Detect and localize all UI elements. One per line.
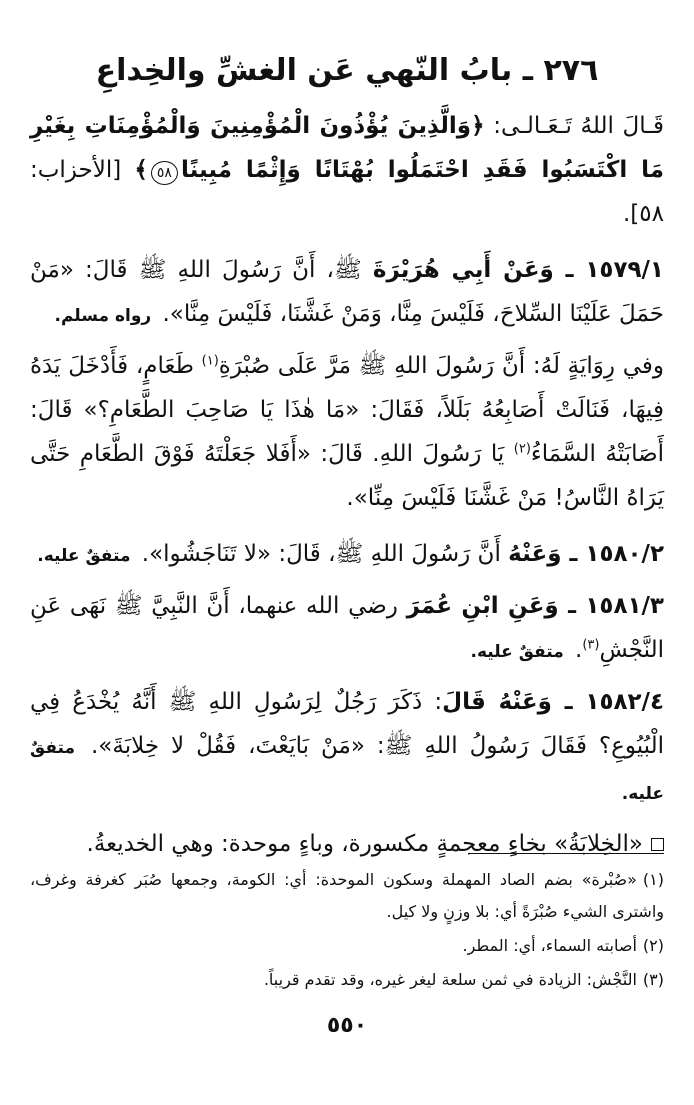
- hadith-1582: [30, 680, 664, 816]
- hadith-text: : ذَكَرَ رَجُلٌ لِرَسُولِ اللهِ ﷺ أَنَّهُ يُخْدَعُ فِي الْبُيُوعِ؟ فَقَالَ رَسُولُ اللهِ ﷺ: «مَنْ بَايَعْتَ، فَقُلْ لا خِلابَةَ».: [30, 689, 664, 759]
- page-number: ٥٥٠: [326, 1013, 368, 1038]
- footnote-ref-1: (١): [201, 353, 219, 369]
- footnote-number: (٣): [642, 970, 664, 989]
- hadith-text: أَنَّ رَسُولَ اللهِ ﷺ، قَالَ: «لا تَنَاجَشُوا».: [134, 541, 509, 567]
- riwaya-text-part2: طَعَامٍ، فَأَدْخَلَ يَدَهُ فِيهَا، فَنَالَتْ أَصَابِعُهُ بَلَلاً، فَقَالَ: «مَا هٰذَا يَا صَاحِبَ الطَّعَامِ؟» قَالَ: أَصَابَتْهُ السَّمَاءُ: [30, 353, 664, 467]
- footnote-3: [30, 964, 664, 996]
- hadith-narrator: وَعَنِ ابْنِ عُمَرَ: [406, 593, 559, 619]
- hadith-1581: [30, 584, 664, 674]
- hadith-dash: ـ: [553, 257, 586, 283]
- hadith-narrator: وَعَنْهُ قَالَ: [442, 689, 552, 715]
- footnote-2: [30, 930, 664, 962]
- hadith-number: ١٥٨٠/٢: [585, 541, 664, 567]
- hadith-source: رواه مسلم.: [54, 306, 152, 326]
- hadith-number: ١٥٧٩/١: [585, 257, 664, 283]
- hadith-dash: ـ: [558, 593, 586, 619]
- hadith-text: رضي الله عنهما، أَنَّ النَّبِيَّ ﷺ نَهَى عَنِ النَّجْشِ: [30, 593, 664, 663]
- footnote-text: أصابته السماء، أي: المطر.: [462, 936, 637, 955]
- footnote-text: «صُبْرة» بضم الصاد المهملة وسكون الموحدة: أي: الكومة، وجمعها صُبَر كغرفة وغرف، واشترى الشيء صُبْرَةً أي: بلا وزنٍ ولا كيل.: [30, 870, 664, 921]
- footnotes-section: [30, 864, 664, 998]
- footnote-ref-3: (٣): [582, 637, 600, 653]
- hadith-source: متفقٌ عليه.: [470, 642, 564, 662]
- hadith-source: متفقٌ عليه.: [37, 546, 131, 566]
- footnote-divider: [469, 853, 664, 854]
- hadith-1579: [30, 248, 664, 338]
- hadith-narrator: وَعَنْهُ: [508, 541, 562, 567]
- explanation-note: [30, 822, 664, 866]
- hadith-number: ١٥٨٢/٤: [585, 689, 664, 715]
- quran-open-bracket: ﴿: [471, 113, 485, 139]
- ayah-number-marker: ٥٨: [151, 161, 178, 185]
- footnote-text: النَّجْش: الزيادة في ثمن سلعة ليغر غيره، وقد تقدم قريباً.: [263, 970, 637, 989]
- quran-close-bracket: ﴾: [134, 157, 148, 183]
- chapter-title: ٢٧٦ ـ بابُ النّهي عَن الغشِّ والخِداعِ: [95, 53, 599, 88]
- riwaya-paragraph: [30, 344, 664, 520]
- intro-verse-paragraph: [30, 104, 664, 236]
- footnote-1: [30, 864, 664, 928]
- hadith-number: ١٥٨١/٣: [585, 593, 664, 619]
- hadith-text-end: .: [567, 637, 583, 663]
- footnote-ref-2: (٢): [513, 441, 531, 457]
- square-bullet-icon: [651, 838, 664, 851]
- hadith-1580: [30, 532, 664, 578]
- riwaya-text-part1: وفي رِوَايَةٍ لَهُ: أَنَّ رَسُولَ اللهِ ﷺ مَرَّ عَلَى صُبْرَةِ: [218, 353, 664, 379]
- hadith-dash: ـ: [551, 689, 586, 715]
- footnote-number: (٢): [642, 936, 664, 955]
- riwaya-text-part3: يَا رَسُولَ اللهِ. قَالَ: «أَفَلا جَعَلْتَهُ فَوْقَ الطَّعَامِ حَتَّى يَرَاهُ النَّاسُ! مَنْ غَشَّنَا فَلَيْسَ مِنِّا».: [30, 441, 664, 511]
- intro-lead: قَـالَ اللهُ تَـعَـالـى:: [484, 113, 664, 139]
- hadith-dash: ـ: [561, 541, 586, 567]
- hadith-narrator: وَعَنْ أَبِي هُرَيْرَةَ: [372, 257, 554, 283]
- hadith-source: متفقٌ عليه.: [30, 738, 664, 804]
- verse-reference: [الأحزاب: ٥٨].: [30, 157, 664, 227]
- hadith-text: ﷺ، أَنَّ رَسُولَ اللهِ ﷺ قَالَ: «مَنْ حَمَلَ عَلَيْنَا السِّلاحَ، فَلَيْسَ مِنَّا، وَمَنْ غَشَّنَا، فَلَيْسَ مِنَّا».: [30, 257, 664, 327]
- quran-verse: وَالَّذِينَ يُؤْذُونَ الْمُؤْمِنِينَ وَالْمُؤْمِنَاتِ بِغَيْرِ مَا اكْتَسَبُوا فَقَدِ احْتَمَلُوا بُهْتَانًا وَإِثْمًا مُبِينًا: [30, 113, 665, 183]
- footnote-number: (١): [642, 870, 664, 889]
- note-text: «الخِلابَةُ» بخاءٍ معجمةٍ مكسورة، وباءٍ موحدة: وهي الخديعةُ.: [86, 831, 643, 857]
